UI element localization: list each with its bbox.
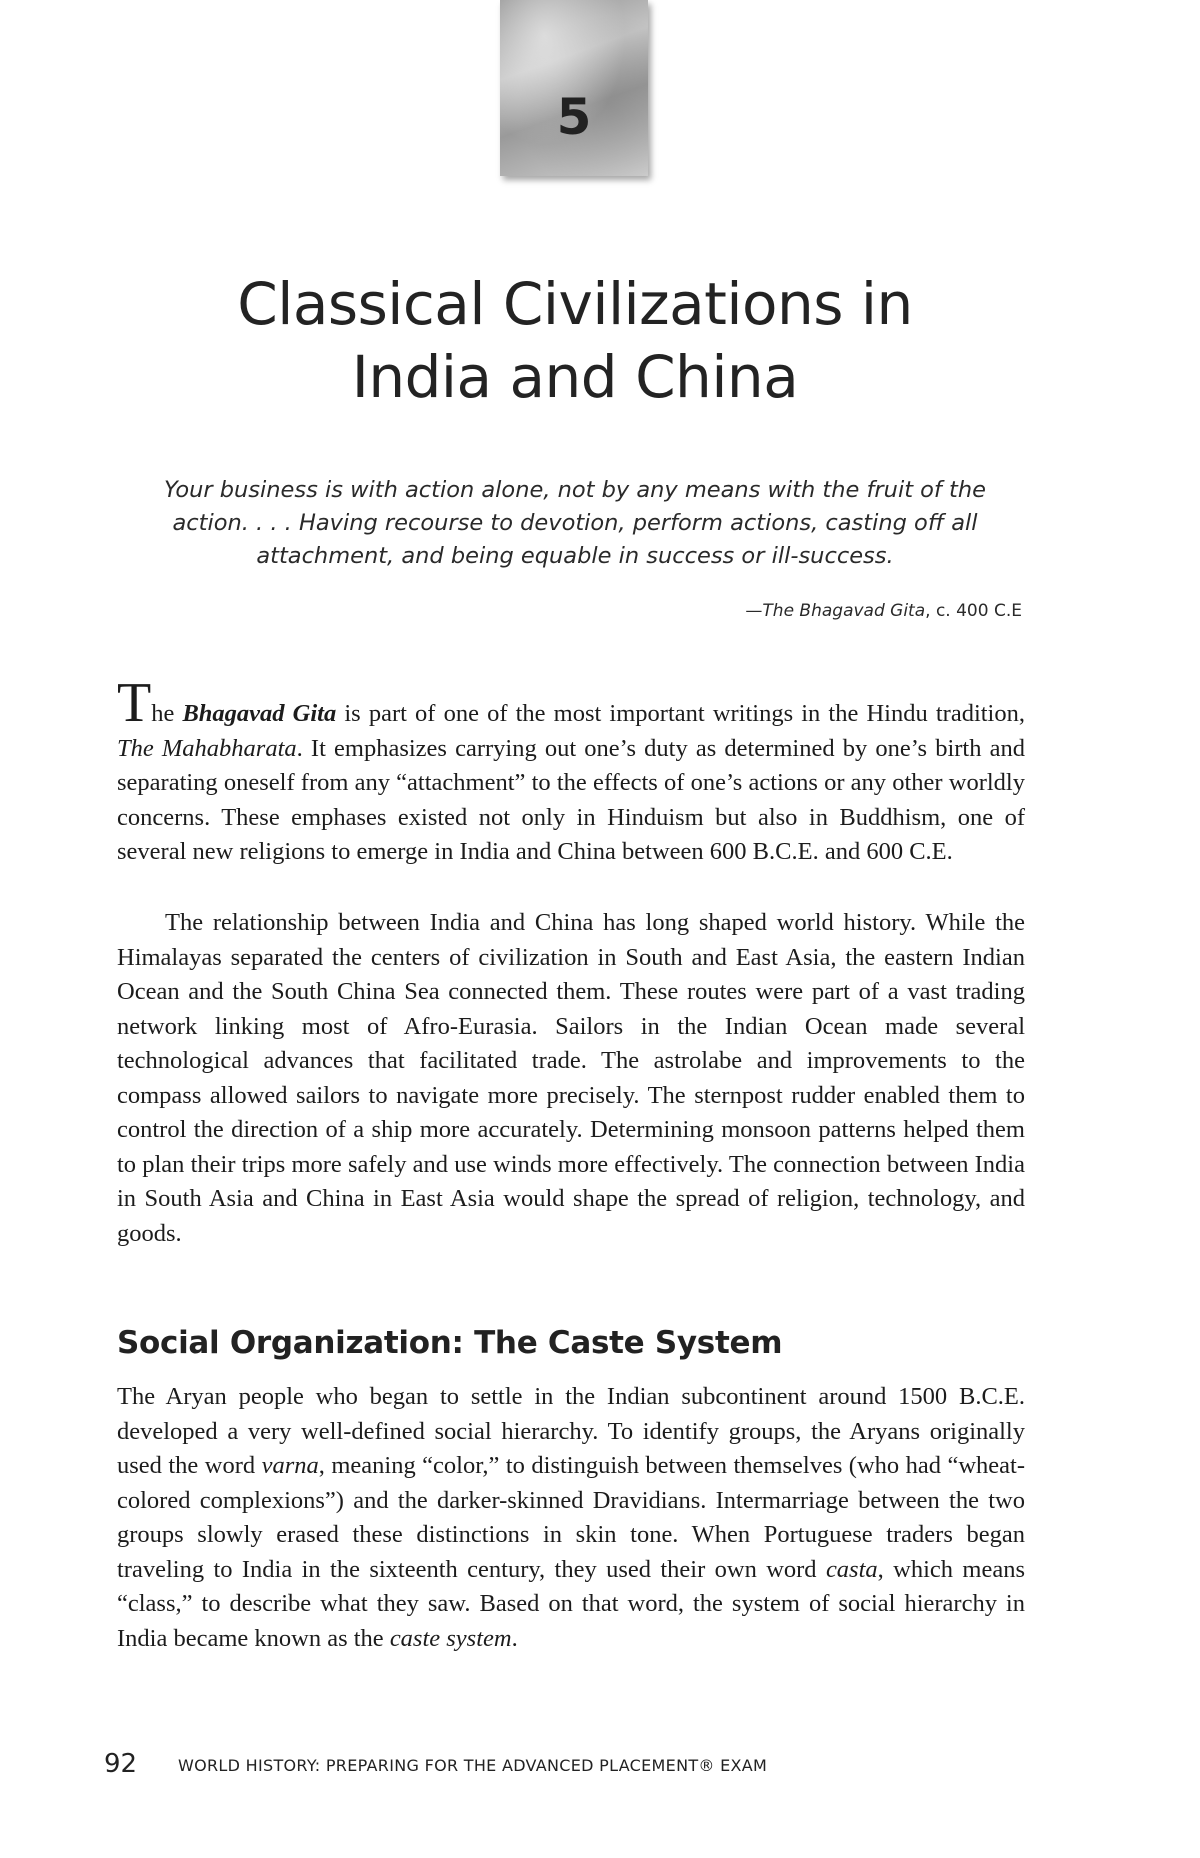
p3-d: .	[511, 1624, 518, 1652]
attribution-work: The Bhagavad Gita	[762, 601, 926, 621]
running-footer: WORLD HISTORY: PREPARING FOR THE ADVANCED PLACEMENT® EXAM	[178, 1756, 768, 1775]
section-heading: Social Organization: The Caste System	[117, 1325, 783, 1361]
p3-varna: varna	[261, 1452, 319, 1479]
page-number: 92	[104, 1749, 138, 1779]
chapter-number-tab	[500, 0, 648, 176]
p3-caste-system: caste system	[389, 1624, 512, 1652]
p1-start: he	[151, 700, 183, 727]
body-paragraph-2	[117, 906, 1025, 1251]
p3-casta: casta	[825, 1555, 878, 1583]
chapter-title-line-1: Classical Civilizations in	[237, 270, 913, 338]
chapter-title	[150, 268, 1000, 414]
p2-text: The relationship between India and China has long shaped world history. While the Himalayas separated the centers of civilization in South and East Asia, the eastern Indian Ocean and the South China Sea connected them. These routes were part of a vast trading network linking most of Afro-Eurasia. Sailors in the Indian Ocean made several technological advances that facilitated trade. The astrolabe and improvements to the compass allowed sailors to navigate more precisely. The sternpost rudder enabled them to control the direction of a ship more accurately. Determining monsoon patterns helped them to plan their trips more safely and use winds more effectively. The connection between India in South Asia and China in East Asia would shape the spread of religion, technology, and goods.	[117, 909, 1025, 1247]
attribution-prefix: —	[745, 601, 763, 621]
p3-a: The Aryan people who began to settle in the Indian subcontinent around 1500 B.C.E. developed a very well-defined social hierarchy. To identify groups, the Aryans originally used the word	[117, 1383, 1025, 1479]
p1-mid: is part of one of the most important writings in the Hindu tradition,	[336, 700, 1025, 727]
chapter-number: 5	[556, 88, 592, 146]
epigraph-quote: Your business is with action alone, not by any means with the fruit of the action. . . . Having recourse to devotion, perform actions, casting off all attachment, and being equable in success or ill-success.	[164, 477, 986, 569]
attribution-rest: , c. 400 C.E	[925, 601, 1022, 621]
chapter-title-line-2: India and China	[351, 343, 799, 411]
p3-c: , which means “class,” to describe what they saw. Based on that word, the system of social hierarchy in India became known as the	[117, 1555, 1025, 1652]
p1-rest: . It emphasizes carrying out one’s duty as determined by one’s birth and separating oneself from any “attachment” to the effects of one’s actions or any other worldly concerns. These emphases existed not only in Hinduism but also in Buddhism, one of several new religions to emerge in India and China between 600 B.C.E. and 600 C.E.	[117, 734, 1025, 865]
p3-b: , meaning “color,” to distinguish between themselves (who had “wheat-colored complexions”) and the darker-skinned Dravidians. Intermarriage between the two groups slowly erased these distinctions in skin tone. When Portuguese traders began traveling to India in the sixteenth century, they used their own word	[117, 1452, 1025, 1583]
drop-cap: T	[117, 672, 152, 734]
body-paragraph-3	[117, 1380, 1025, 1656]
p1-work-mahabharata: The Mahabharata	[117, 734, 297, 762]
epigraph-attribution	[745, 601, 1022, 621]
body-paragraph-1	[117, 672, 1025, 870]
p1-work-gita: Bhagavad Gita	[182, 700, 337, 727]
